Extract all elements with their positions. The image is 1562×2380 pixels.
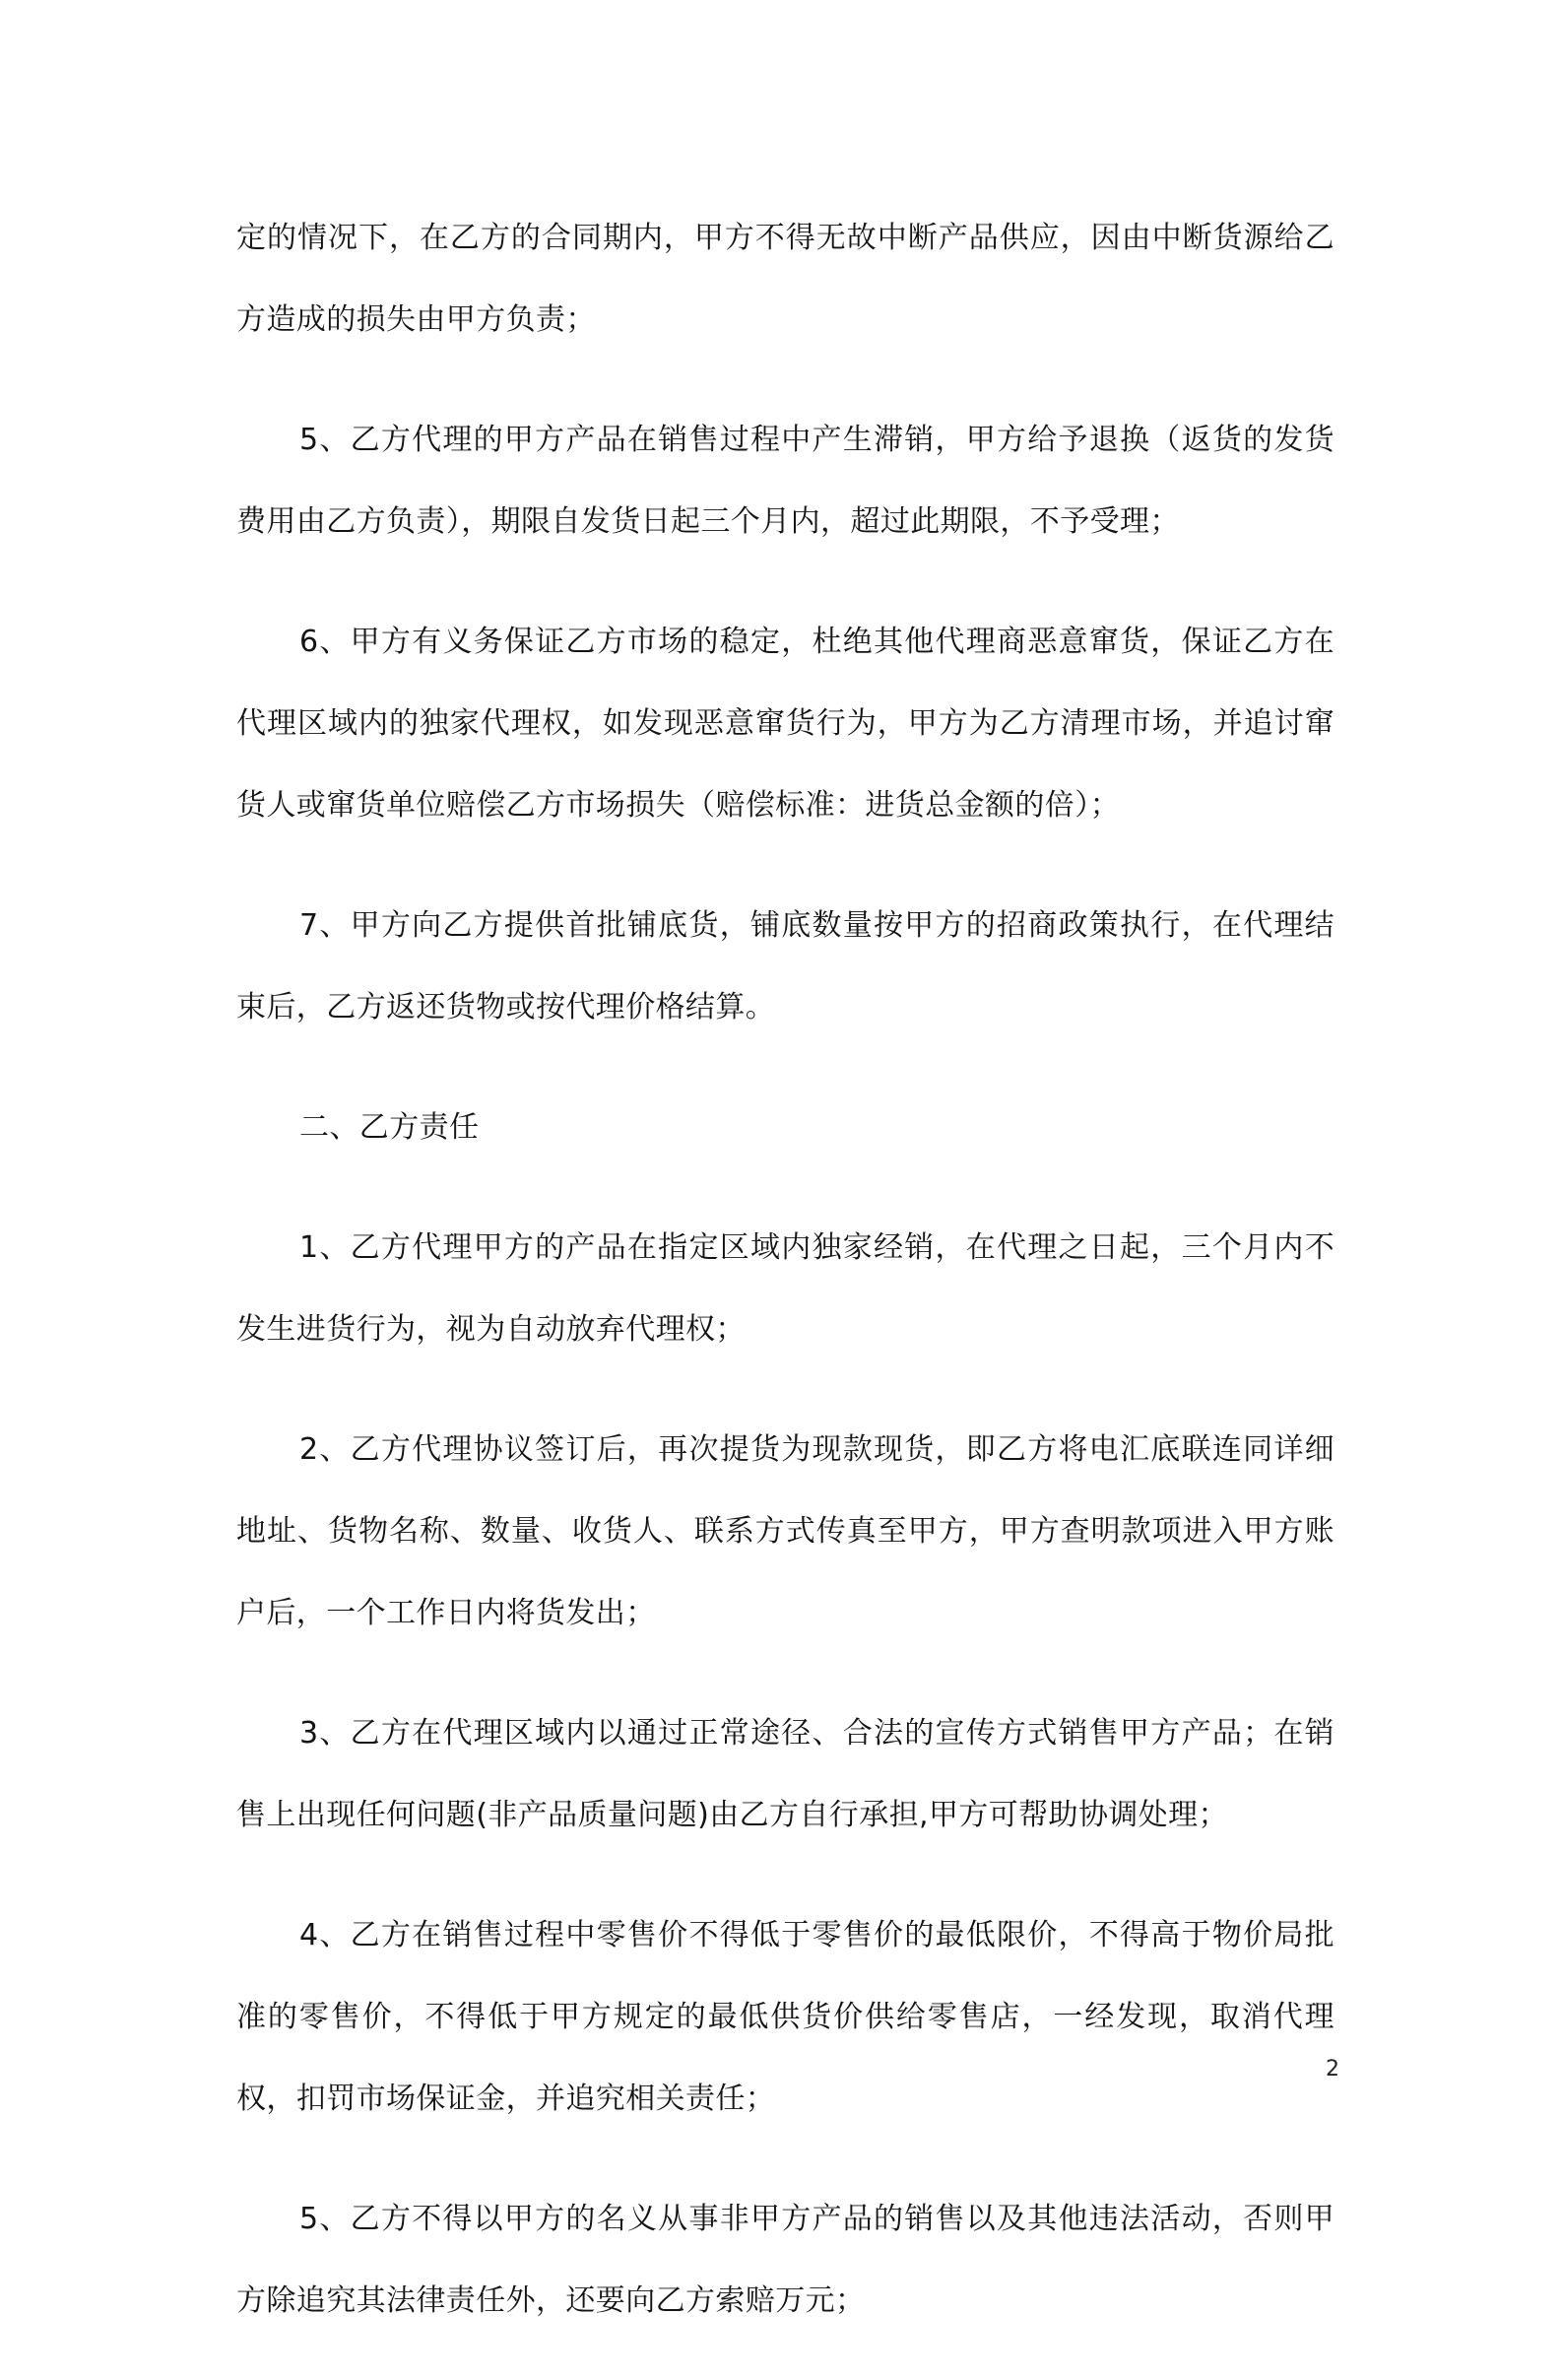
clause-5-prohibited-activities: 5、乙方不得以甲方的名义从事非甲方产品的销售以及其他违法活动，否则甲方除追究其法律责任外，还要向乙方索赔万元； (236, 2202, 1334, 2318)
clause-3-sales-methods: 3、乙方在代理区域内以通过正常途径、合法的宣传方式销售甲方产品；在销售上出现任何问题(非产品质量问题)由乙方自行承担,甲方可帮助协调处理； (236, 1716, 1334, 1832)
clause-1-exclusive-distribution: 1、乙方代理甲方的产品在指定区域内独家经销，在代理之日起，三个月内不发生进货行为，视为自动放弃代理权； (236, 1230, 1334, 1347)
paragraph-continuation: 定的情况下，在乙方的合同期内，甲方不得无故中断产品供应，因由中断货源给乙方造成的损失由甲方负责； (236, 221, 1334, 337)
clause-6-market-protection: 6、甲方有义务保证乙方市场的稳定，杜绝其他代理商恶意窜货，保证乙方在代理区域内的独家代理权，如发现恶意窜货行为，甲方为乙方清理市场，并追讨窜货人或窜货单位赔偿乙方市场损失（赔偿标准：进货总金额的倍）； (236, 625, 1334, 823)
clause-4-retail-pricing: 4、乙方在销售过程中零售价不得低于零售价的最低限价，不得高于物价局批准的零售价，不得低于甲方规定的最低供货价供给零售店，一经发现，取消代理权，扣罚市场保证金，并追究相关责任； (236, 1918, 1334, 2116)
clause-2-payment-delivery: 2、乙方代理协议签订后，再次提货为现款现货，即乙方将电汇底联连同详细地址、货物名称、数量、收货人、联系方式传真至甲方，甲方查明款项进入甲方账户后，一个工作日内将货发出； (236, 1432, 1334, 1630)
clause-5-return-policy: 5、乙方代理的甲方产品在销售过程中产生滞销，甲方给予退换（返货的发货费用由乙方负责），期限自发货日起三个月内，超过此期限，不予受理； (236, 423, 1334, 539)
clause-7-initial-stock: 7、甲方向乙方提供首批铺底货，铺底数量按甲方的招商政策执行，在代理结束后，乙方返还货物或按代理价格结算。 (236, 908, 1334, 1025)
section-heading-party-b: 二、乙方责任 (299, 1110, 480, 1145)
document-body (236, 197, 1334, 2380)
page-number: 2 (1326, 2057, 1339, 2082)
